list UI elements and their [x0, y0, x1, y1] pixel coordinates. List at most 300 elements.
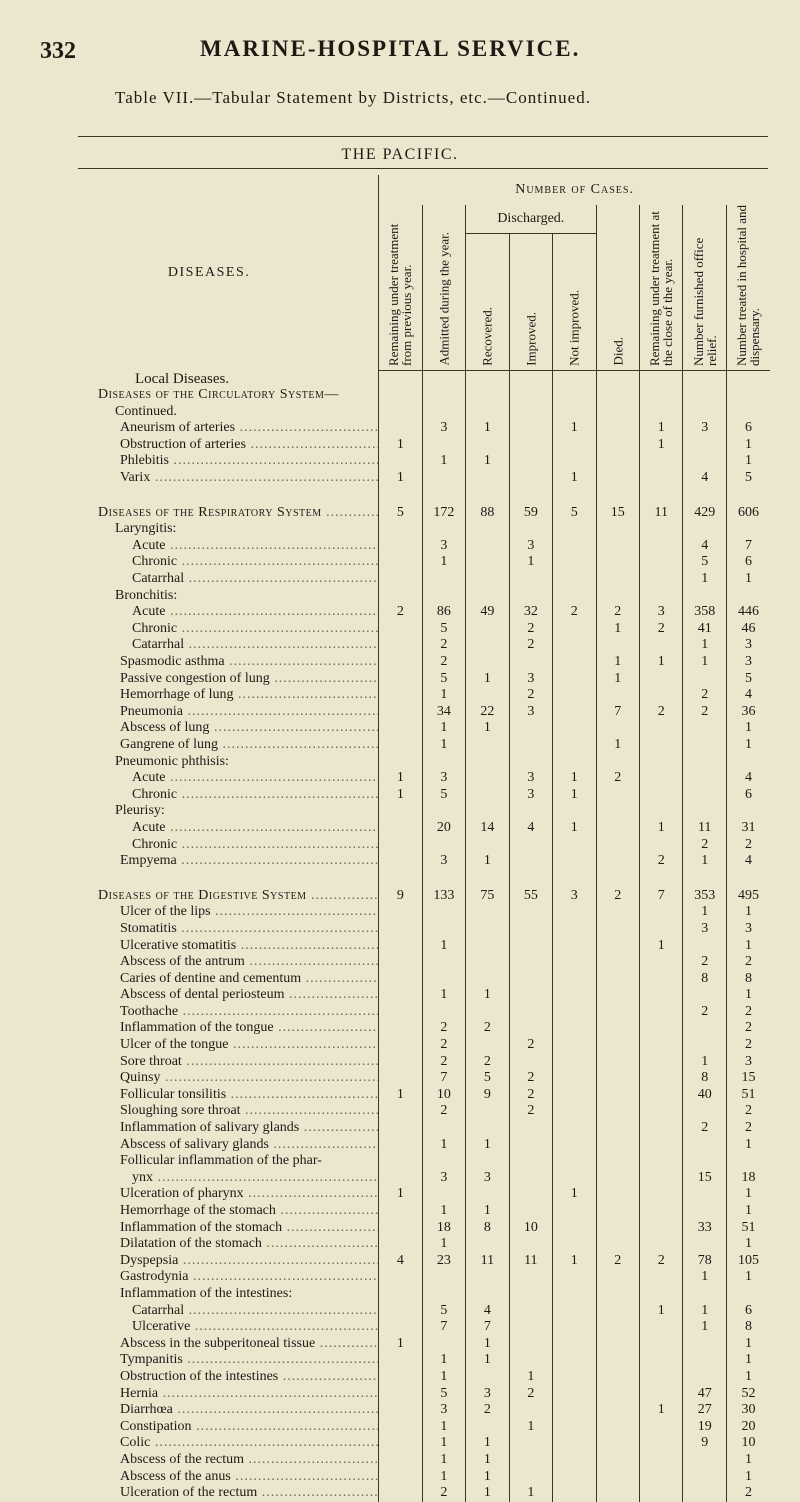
cell-value — [596, 1435, 639, 1452]
cell-value: 1 — [726, 1186, 770, 1203]
cell-value — [379, 387, 422, 404]
cell-value — [596, 1170, 639, 1187]
cell-value: 1 — [422, 687, 465, 704]
cell-value — [553, 853, 596, 870]
table-row — [40, 954, 770, 971]
cell-value: 4 — [726, 770, 770, 787]
cell-value — [639, 521, 682, 538]
table-row — [40, 1153, 770, 1170]
cell-value: 18 — [422, 1220, 465, 1237]
disease-label: Laryngitis: — [115, 521, 177, 537]
table-row — [40, 1269, 770, 1286]
cell-value: 2 — [596, 604, 639, 621]
cell-value: 8 — [726, 971, 770, 988]
table-row — [40, 720, 770, 737]
cell-value — [726, 1153, 770, 1170]
disease-label: Hernia ..... — [120, 1386, 379, 1401]
cell-value — [509, 1004, 552, 1021]
disease-name — [40, 1485, 379, 1502]
cell-value — [379, 1103, 422, 1120]
cell-value: 5 — [726, 470, 770, 487]
disease-label: Catarrhal ..... — [132, 1303, 379, 1318]
cell-value — [596, 1352, 639, 1369]
cell-value — [553, 1220, 596, 1237]
cell-value: 9 — [683, 1435, 726, 1452]
rule — [78, 168, 768, 169]
col-header-died — [596, 205, 639, 371]
cell-value — [509, 654, 552, 671]
table-row — [40, 1236, 770, 1253]
cell-value: 3 — [422, 770, 465, 787]
cell-value — [509, 803, 552, 820]
cell-value — [379, 837, 422, 854]
cell-value: 2 — [596, 770, 639, 787]
cell-value — [553, 1369, 596, 1386]
disease-label: Tympanitis ..... — [120, 1352, 379, 1367]
cell-value: 1 — [596, 737, 639, 754]
cell-value: 2 — [639, 704, 682, 721]
cell-value — [509, 837, 552, 854]
cell-value — [509, 1236, 552, 1253]
cell-value — [422, 1004, 465, 1021]
cell-value — [596, 538, 639, 555]
disease-label: Gangrene of lung ..... — [120, 737, 379, 752]
cell-value: 32 — [509, 604, 552, 621]
table-row — [40, 1203, 770, 1220]
table-row — [40, 453, 770, 470]
cell-value — [596, 1402, 639, 1419]
cell-value — [683, 453, 726, 470]
cell-value — [379, 1435, 422, 1452]
cell-value: 2 — [683, 1004, 726, 1021]
cell-value — [639, 671, 682, 688]
cell-value: 10 — [726, 1435, 770, 1452]
cell-value — [596, 921, 639, 938]
cell-value — [639, 1087, 682, 1104]
cell-value — [379, 921, 422, 938]
cell-value — [596, 1469, 639, 1486]
cell-value: 8 — [683, 971, 726, 988]
cell-value — [726, 588, 770, 605]
cell-value — [466, 954, 509, 971]
cell-value: 1 — [466, 1137, 509, 1154]
disease-name — [40, 837, 379, 854]
table-row — [40, 571, 770, 588]
cell-value — [509, 921, 552, 938]
cell-value: 2 — [509, 1103, 552, 1120]
disease-label: Inflammation of the stomach ..... — [120, 1220, 379, 1235]
cell-value: 1 — [726, 904, 770, 921]
disease-name — [40, 954, 379, 971]
cell-value — [596, 1186, 639, 1203]
cell-value — [509, 1402, 552, 1419]
cell-value — [509, 1435, 552, 1452]
cell-value — [379, 1070, 422, 1087]
cell-value: 55 — [509, 888, 552, 905]
cell-value — [639, 1336, 682, 1353]
disease-label: Pleurisy: — [115, 803, 165, 819]
cell-value — [639, 538, 682, 555]
cell-value: 11 — [509, 1253, 552, 1270]
disease-label: Ulcerative ..... — [132, 1319, 379, 1334]
disease-name — [40, 1369, 379, 1386]
cell-value: 2 — [422, 1054, 465, 1071]
cell-value — [379, 1452, 422, 1469]
cell-value — [466, 921, 509, 938]
cell-value — [639, 870, 682, 888]
cell-value — [422, 837, 465, 854]
cell-value — [422, 1336, 465, 1353]
cell-value — [596, 1369, 639, 1386]
cell-value: 36 — [726, 704, 770, 721]
cell-value — [509, 1054, 552, 1071]
cell-value: 3 — [726, 637, 770, 654]
table-row — [40, 420, 770, 437]
cell-value: 446 — [726, 604, 770, 621]
cell-value: 1 — [466, 1485, 509, 1502]
disease-label: Sloughing sore throat ..... — [120, 1103, 379, 1118]
cell-value: 6 — [726, 787, 770, 804]
table-row — [40, 1054, 770, 1071]
cell-value — [596, 437, 639, 454]
disease-label: Obstruction of the intestines ..... — [120, 1369, 379, 1384]
cell-value — [422, 588, 465, 605]
cell-value: 1 — [422, 1452, 465, 1469]
disease-label: Gastrodynia ..... — [120, 1269, 379, 1284]
cell-value: 1 — [726, 1269, 770, 1286]
page-number: 332 — [40, 38, 76, 64]
disease-name — [40, 505, 379, 522]
cell-value — [379, 637, 422, 654]
cell-value: 1 — [639, 437, 682, 454]
cell-value: 3 — [422, 853, 465, 870]
cell-value: 2 — [726, 1120, 770, 1137]
cell-value — [379, 904, 422, 921]
cell-value: 1 — [422, 938, 465, 955]
disease-label: Abscess of lung ..... — [120, 720, 379, 735]
cell-value — [553, 521, 596, 538]
cell-value — [553, 1286, 596, 1303]
disease-label: Inflammation of salivary glands ..... — [120, 1120, 379, 1135]
cell-value — [639, 1037, 682, 1054]
cell-value — [596, 1203, 639, 1220]
cell-value — [683, 1336, 726, 1353]
cell-value: 7 — [726, 538, 770, 555]
cell-value — [639, 1203, 682, 1220]
cell-value — [683, 1153, 726, 1170]
cell-value: 2 — [553, 604, 596, 621]
cell-value: 1 — [422, 987, 465, 1004]
cell-value — [379, 754, 422, 771]
cell-value — [379, 737, 422, 754]
cell-value: 4 — [726, 853, 770, 870]
cell-value — [596, 1137, 639, 1154]
disease-label: Acute ..... — [132, 604, 379, 619]
cell-value: 3 — [553, 888, 596, 905]
disease-name — [40, 870, 379, 888]
cell-value: 5 — [422, 621, 465, 638]
cell-value — [379, 487, 422, 505]
disease-name — [40, 1236, 379, 1253]
cell-value — [553, 1303, 596, 1320]
col-header-text: Number furnished office relief. — [690, 237, 719, 366]
cell-value — [596, 787, 639, 804]
cell-value — [639, 1153, 682, 1170]
cell-value: 1 — [553, 787, 596, 804]
cell-value: 353 — [683, 888, 726, 905]
cell-value — [379, 803, 422, 820]
table-row — [40, 637, 770, 654]
cell-value — [639, 1020, 682, 1037]
cell-value: 1 — [683, 637, 726, 654]
spacer-row — [40, 870, 770, 888]
table-row — [40, 803, 770, 820]
cell-value: 1 — [683, 1303, 726, 1320]
cell-value: 22 — [466, 704, 509, 721]
cell-value: 3 — [683, 921, 726, 938]
cell-value: 5 — [422, 787, 465, 804]
cell-value — [596, 1120, 639, 1137]
cell-value — [683, 1137, 726, 1154]
cell-value — [509, 588, 552, 605]
cell-value: 2 — [726, 1037, 770, 1054]
cell-value — [422, 437, 465, 454]
cell-value — [596, 1037, 639, 1054]
cell-value — [596, 987, 639, 1004]
cell-value — [639, 1319, 682, 1336]
cell-value — [422, 1286, 465, 1303]
cell-value — [466, 487, 509, 505]
cell-value: 1 — [509, 1485, 552, 1502]
cell-value — [553, 1020, 596, 1037]
cell-value — [379, 1153, 422, 1170]
cell-value: 15 — [726, 1070, 770, 1087]
cell-value — [639, 571, 682, 588]
cell-value — [553, 1203, 596, 1220]
col-header-treated-hospital — [726, 205, 770, 371]
disease-label: Obstruction of arteries ..... — [120, 437, 379, 452]
table-row — [40, 1004, 770, 1021]
cell-value — [639, 687, 682, 704]
cell-value — [422, 1186, 465, 1203]
cell-value — [466, 404, 509, 421]
disease-label: Chronic ..... — [132, 621, 379, 636]
disease-label: Acute ..... — [132, 820, 379, 835]
table-body — [40, 371, 770, 1502]
disease-name — [40, 1452, 379, 1469]
cell-value: 2 — [509, 637, 552, 654]
cell-value: 1 — [683, 1054, 726, 1071]
cell-value — [639, 987, 682, 1004]
cell-value: 1 — [726, 1236, 770, 1253]
disease-name — [40, 1037, 379, 1054]
cell-value — [639, 1419, 682, 1436]
cell-value — [466, 1037, 509, 1054]
disease-label: Varix ..... — [120, 470, 379, 485]
cell-value: 1 — [466, 420, 509, 437]
cell-value — [553, 437, 596, 454]
cell-value: 7 — [596, 704, 639, 721]
cell-value: 1 — [466, 453, 509, 470]
cell-value — [553, 687, 596, 704]
disease-name — [40, 654, 379, 671]
cell-value — [509, 1269, 552, 1286]
cell-value — [553, 1386, 596, 1403]
cell-value: 2 — [596, 888, 639, 905]
cell-value — [553, 1103, 596, 1120]
cell-value — [466, 1103, 509, 1120]
cell-value — [683, 387, 726, 404]
cell-value — [639, 1120, 682, 1137]
cell-value: 1 — [683, 904, 726, 921]
cell-value — [683, 770, 726, 787]
cell-value — [683, 754, 726, 771]
cell-value — [466, 621, 509, 638]
disease-label: Follicular tonsilitis ..... — [120, 1087, 379, 1102]
cell-value: 3 — [509, 671, 552, 688]
cell-value: 1 — [422, 1203, 465, 1220]
cell-value: 1 — [379, 1186, 422, 1203]
cell-value: 75 — [466, 888, 509, 905]
cell-value: 34 — [422, 704, 465, 721]
cell-value — [509, 1452, 552, 1469]
cell-value — [683, 1236, 726, 1253]
cell-value — [553, 1352, 596, 1369]
cell-value: 1 — [683, 571, 726, 588]
cell-value: 1 — [466, 1336, 509, 1353]
cell-value — [639, 904, 682, 921]
cell-value — [553, 1236, 596, 1253]
cell-value — [639, 1220, 682, 1237]
cell-value — [553, 803, 596, 820]
cell-value — [379, 571, 422, 588]
cell-value — [509, 1120, 552, 1137]
cell-value — [379, 954, 422, 971]
cell-value — [553, 1004, 596, 1021]
cell-value — [683, 1452, 726, 1469]
cell-value: 20 — [726, 1419, 770, 1436]
cell-value: 133 — [422, 888, 465, 905]
disease-name — [40, 404, 379, 421]
cell-value: 3 — [422, 420, 465, 437]
cell-value — [596, 1004, 639, 1021]
table-row — [40, 1087, 770, 1104]
cell-value: 5 — [553, 505, 596, 522]
cell-value: 1 — [553, 820, 596, 837]
cell-value: 429 — [683, 505, 726, 522]
cell-value — [639, 1352, 682, 1369]
cell-value — [639, 954, 682, 971]
table-row — [40, 987, 770, 1004]
cell-value — [466, 687, 509, 704]
disease-name — [40, 1103, 379, 1120]
cell-value — [683, 1186, 726, 1203]
disease-label: Quinsy ..... — [120, 1070, 379, 1085]
cell-value — [509, 853, 552, 870]
cell-value — [553, 637, 596, 654]
cell-value: 88 — [466, 505, 509, 522]
cell-value — [726, 387, 770, 404]
disease-name — [40, 1386, 379, 1403]
cell-value — [596, 487, 639, 505]
cell-value: 11 — [683, 820, 726, 837]
cell-value — [553, 453, 596, 470]
cell-value: 2 — [683, 954, 726, 971]
cell-value — [683, 987, 726, 1004]
cell-value — [553, 987, 596, 1004]
cell-value — [596, 1054, 639, 1071]
cell-value — [379, 687, 422, 704]
cell-value — [596, 1020, 639, 1037]
cell-value — [683, 404, 726, 421]
disease-label: Bronchitis: — [115, 587, 178, 603]
cell-value: 1 — [509, 1369, 552, 1386]
cell-value — [553, 921, 596, 938]
cell-value: 2 — [726, 837, 770, 854]
table-row — [40, 1103, 770, 1120]
cell-value: 2 — [726, 1020, 770, 1037]
cell-value — [639, 1269, 682, 1286]
disease-label: Abscess of the rectum ..... — [120, 1452, 379, 1467]
col-header-text: Recovered. — [479, 307, 495, 366]
cell-value: 3 — [509, 787, 552, 804]
cell-value — [509, 754, 552, 771]
cell-value: 1 — [596, 654, 639, 671]
cell-value: 1 — [379, 470, 422, 487]
disease-label: Spasmodic asthma ..... — [120, 654, 379, 669]
cell-value: 1 — [379, 770, 422, 787]
cell-value — [379, 1303, 422, 1320]
table-row — [40, 737, 770, 754]
cell-value — [422, 1269, 465, 1286]
col-header-office-relief — [683, 205, 726, 371]
cell-value — [596, 1220, 639, 1237]
cell-value — [466, 1153, 509, 1170]
cell-value — [683, 1485, 726, 1502]
disease-label: Abscess in the subperitoneal tissue ..... — [120, 1336, 379, 1351]
disease-name — [40, 1220, 379, 1237]
cell-value — [379, 853, 422, 870]
cell-value: 5 — [726, 671, 770, 688]
disease-label: Catarrhal ..... — [132, 571, 379, 586]
disease-label: Dyspepsia ..... — [120, 1253, 379, 1268]
disease-name — [40, 1120, 379, 1137]
section-heading: Local Diseases. — [135, 370, 230, 387]
disease-name — [40, 1170, 379, 1187]
cell-value — [379, 1319, 422, 1336]
cell-value: 8 — [683, 1070, 726, 1087]
cell-value — [553, 704, 596, 721]
cell-value: 20 — [422, 820, 465, 837]
cell-value: 1 — [726, 737, 770, 754]
disease-name — [40, 1186, 379, 1203]
table-row — [40, 1336, 770, 1353]
cell-value — [379, 521, 422, 538]
col-header-text: Improved. — [523, 312, 539, 366]
cell-value — [379, 1220, 422, 1237]
category-row — [40, 888, 770, 905]
disease-name — [40, 1319, 379, 1336]
cell-value — [509, 1203, 552, 1220]
cell-value — [509, 1153, 552, 1170]
disease-name — [40, 888, 379, 905]
cell-value — [639, 1186, 682, 1203]
cell-value — [596, 387, 639, 404]
table-row — [40, 1020, 770, 1037]
cell-value: 1 — [639, 420, 682, 437]
cell-value — [466, 904, 509, 921]
cell-value — [683, 803, 726, 820]
